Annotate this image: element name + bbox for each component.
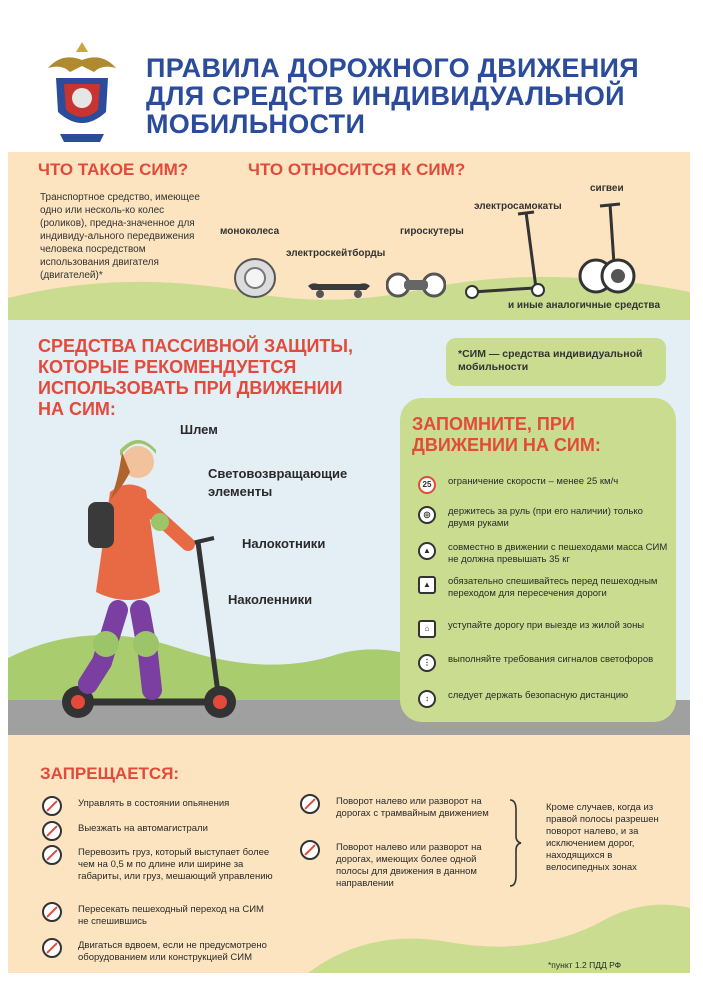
- curly-brace-icon: [508, 798, 522, 888]
- ban-text: Выезжать на автомагистрали: [78, 823, 208, 834]
- page-title: [146, 54, 686, 138]
- protection-heading-line-4: НА СИМ:: [38, 399, 116, 419]
- device-label-monowheel: моноколеса: [220, 226, 280, 237]
- device-label-hoverboard: гироскутеры: [400, 226, 464, 237]
- no-left-turn-multilane-icon: [300, 840, 320, 860]
- safe-distance-icon: ↕: [418, 690, 436, 708]
- remember-heading: [412, 414, 672, 456]
- rule-text: уступайте дорогу при выезде из жилой зоны: [448, 620, 645, 631]
- rule-text: обязательно спешивайтесь перед пешеходным переходом для пересечения дороги: [448, 576, 658, 599]
- hoverboard-icon: [386, 270, 446, 300]
- gear-label-elbow-pads: Налокотники: [242, 536, 326, 551]
- exception-note: Кроме случаев, когда из правой полосы разрешен поворот налево, и за исключением дорог, находящихся в велосипедных зонах: [546, 802, 659, 873]
- what-belongs-heading: ЧТО ОТНОСИТСЯ К СИМ?: [248, 160, 466, 179]
- title-line-3: МОБИЛЬНОСТИ: [146, 109, 366, 139]
- what-is-heading: ЧТО ТАКОЕ СИМ?: [38, 160, 189, 179]
- traffic-light-icon: ⋮: [418, 654, 436, 672]
- ban-text: Управлять в состоянии опьянения: [78, 798, 230, 809]
- speed-limit-sign-icon: 25: [418, 476, 436, 494]
- sim-definition: Транспортное средство, имеющее одно или несколь-ко колес (роликов), предна-значенное для индивиду-ального передвижения человека посредством использования двигателя (двигателей)*: [40, 192, 200, 281]
- no-alcohol-icon: [42, 796, 62, 816]
- ban-text: Поворот налево или разворот на дорогах, имеющих более одной полосы для движения в данном направлении: [336, 842, 482, 889]
- no-left-turn-tram-icon: [300, 794, 320, 814]
- ban-text: Перевозить груз, который выступает более чем на 0,5 м по длине или ширине за габариты, или груз, мешающий управлению: [78, 847, 273, 882]
- rule-text: ограничение скорости – менее 25 км/ч: [448, 476, 619, 487]
- no-passenger-icon: [42, 938, 62, 958]
- rule-text: держитесь за руль (при его наличии) только двумя руками: [448, 506, 643, 529]
- remember-heading-line-2: ДВИЖЕНИИ НА СИМ:: [412, 435, 601, 455]
- monowheel-icon: [230, 254, 280, 298]
- no-riding-crosswalk-icon: [42, 902, 62, 922]
- gear-label-helmet: Шлем: [180, 422, 218, 437]
- protection-heading-line-1: СРЕДСТВА ПАССИВНОЙ ЗАЩИТЫ,: [38, 336, 354, 356]
- protection-heading-line-2: КОТОРЫЕ РЕКОМЕНДУЕТСЯ: [38, 357, 297, 377]
- prohibited-heading: ЗАПРЕЩАЕТСЯ:: [40, 764, 180, 783]
- device-label-escooter: электросамокаты: [474, 201, 562, 212]
- police-eagle-emblem-icon: [42, 38, 122, 148]
- eskateboard-icon: [306, 280, 372, 300]
- green-hills-decoration-3: [308, 888, 690, 973]
- escooter-icon: [460, 208, 552, 300]
- protection-heading: [38, 336, 408, 420]
- title-line-2: ДЛЯ СРЕДСТВ ИНДИВИДУАЛЬНОЙ: [146, 81, 625, 111]
- ban-text: Пересекать пешеходный переход на СИМ не спешившись: [78, 904, 264, 927]
- rule-text: следует держать безопасную дистанцию: [448, 690, 629, 701]
- poster: [8, 8, 690, 973]
- rider-scooter-illustration: [48, 422, 248, 722]
- ban-text: Двигаться вдвоем, если не предусмотрено оборудованием или конструкцией СИМ: [78, 940, 267, 963]
- remember-heading-line-1: ЗАПОМНИТЕ, ПРИ: [412, 414, 575, 434]
- ban-text: Поворот налево или разворот на дорогах с трамвайным движением: [336, 796, 489, 819]
- no-motorway-icon: [42, 821, 62, 841]
- rule-text: совместно в движении с пешеходами масса СИМ не должна превышать 35 кг: [448, 542, 668, 565]
- protection-heading-line-3: ИСПОЛЬЗОВАТЬ ПРИ ДВИЖЕНИИ: [38, 378, 343, 398]
- gear-label-reflectors-1: Световозвращающие: [208, 466, 348, 481]
- title-line-1: ПРАВИЛА ДОРОЖНОГО ДВИЖЕНИЯ: [146, 53, 639, 83]
- device-label-segway: сигвеи: [590, 183, 624, 194]
- device-label-eskateboard: электроскейтборды: [286, 248, 386, 259]
- segway-icon: [574, 198, 638, 298]
- gear-label-reflectors-2: элементы: [208, 484, 273, 499]
- gear-label-knee-pads: Наколенники: [228, 592, 313, 607]
- rule-text: выполняйте требования сигналов светофоров: [448, 654, 654, 665]
- weight-icon: ▲: [418, 542, 436, 560]
- device-label-other: и иные аналогичные средства: [508, 300, 661, 311]
- steering-wheel-icon: ◎: [418, 506, 436, 524]
- footnote: *пункт 1.2 ПДД РФ: [548, 960, 622, 970]
- no-cargo-icon: [42, 845, 62, 865]
- residential-zone-icon: ⌂: [418, 620, 436, 638]
- pedestrian-crossing-icon: ▲: [418, 576, 436, 594]
- sim-abbreviation-note: *СИМ — средства индивидуальной мобильности: [446, 338, 666, 386]
